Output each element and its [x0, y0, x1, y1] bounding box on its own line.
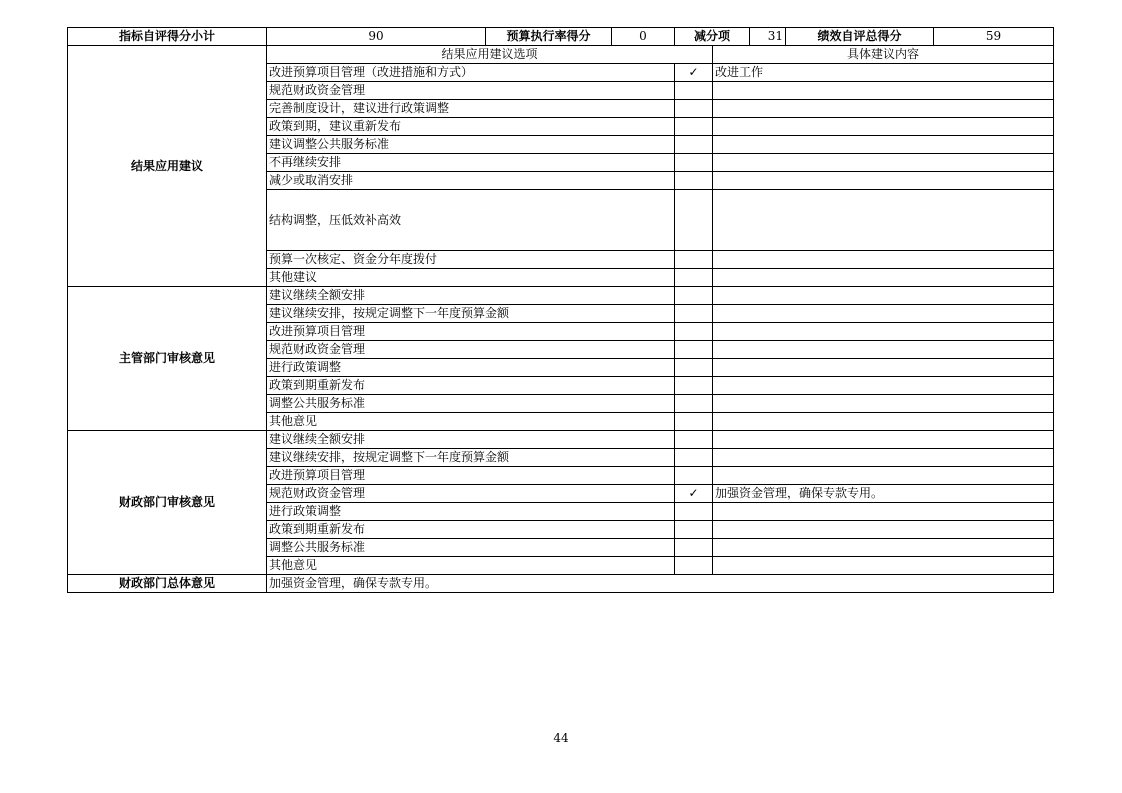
check-cell: [675, 521, 713, 539]
suggestion-content: [713, 100, 1054, 118]
score-summary-row: [68, 28, 1054, 46]
check-cell: [675, 154, 713, 172]
option-label: 改进预算项目管理（改进措施和方式）: [267, 64, 675, 82]
options-column-header: 结果应用建议选项: [267, 46, 713, 64]
checkmark-icon: ✓: [688, 65, 699, 79]
check-cell: [675, 467, 713, 485]
overall-opinion-label: 财政部门总体意见: [68, 575, 267, 593]
suggestion-content: [713, 154, 1054, 172]
performance-evaluation-table: [67, 27, 1054, 593]
option-label: 规范财政资金管理: [267, 82, 675, 100]
table-row: [68, 287, 1054, 305]
option-label: 其他意见: [267, 557, 675, 575]
budget-score-label: 预算执行率得分: [486, 28, 612, 46]
suggestion-content: 加强资金管理，确保专款专用。: [713, 485, 1054, 503]
total-score-value: 59: [934, 28, 1054, 46]
option-label: 调整公共服务标准: [267, 539, 675, 557]
overall-opinion-content: 加强资金管理，确保专款专用。: [267, 575, 1054, 593]
check-cell: [675, 136, 713, 154]
suggestion-content: [713, 467, 1054, 485]
suggestion-content: [713, 431, 1054, 449]
overall-opinion-row: [68, 575, 1054, 593]
option-label: 建议继续全额安排: [267, 287, 675, 305]
check-cell: [675, 377, 713, 395]
suggestion-content: [713, 172, 1054, 190]
checkmark-icon: ✓: [688, 486, 699, 500]
suggestion-content: [713, 449, 1054, 467]
check-cell: [675, 485, 713, 503]
check-cell: [675, 190, 713, 251]
suggestion-content: [713, 539, 1054, 557]
suggestion-content: [713, 521, 1054, 539]
check-cell: [675, 449, 713, 467]
suggestion-content: [713, 341, 1054, 359]
section-label: 主管部门审核意见: [68, 287, 267, 431]
total-score-label: 绩效自评总得分: [786, 28, 934, 46]
option-label: 进行政策调整: [267, 503, 675, 521]
suggestion-content: [713, 269, 1054, 287]
check-cell: [675, 287, 713, 305]
option-label: 改进预算项目管理: [267, 467, 675, 485]
check-cell: [675, 539, 713, 557]
suggestion-content: 改进工作: [713, 64, 1054, 82]
option-label: 减少或取消安排: [267, 172, 675, 190]
option-label: 结构调整，压低效补高效: [267, 190, 675, 251]
suggestion-content: [713, 413, 1054, 431]
suggestion-content: [713, 82, 1054, 100]
option-label: 改进预算项目管理: [267, 323, 675, 341]
option-label: 进行政策调整: [267, 359, 675, 377]
check-cell: [675, 251, 713, 269]
table-row: [68, 431, 1054, 449]
page-number: 44: [553, 731, 569, 745]
option-label: 规范财政资金管理: [267, 341, 675, 359]
option-label: 规范财政资金管理: [267, 485, 675, 503]
option-label: 建议继续安排，按规定调整下一年度预算金额: [267, 449, 675, 467]
suggestion-content: [713, 359, 1054, 377]
column-header-row: [68, 46, 1054, 64]
check-cell: [675, 431, 713, 449]
option-label: 调整公共服务标准: [267, 395, 675, 413]
deduction-label: 减分项: [675, 28, 750, 46]
option-label: 预算一次核定、资金分年度拨付: [267, 251, 675, 269]
suggestion-content: [713, 251, 1054, 269]
subtotal-value: 90: [267, 28, 486, 46]
suggestion-content: [713, 395, 1054, 413]
check-cell: [675, 100, 713, 118]
check-cell: [675, 359, 713, 377]
suggestion-content: [713, 377, 1054, 395]
option-label: 其他意见: [267, 413, 675, 431]
suggestion-content: [713, 136, 1054, 154]
suggestion-content: [713, 323, 1054, 341]
check-cell: [675, 503, 713, 521]
check-cell: [675, 413, 713, 431]
deduction-value: 31: [750, 28, 786, 46]
suggestion-content: [713, 287, 1054, 305]
suggestion-content: [713, 305, 1054, 323]
option-label: 完善制度设计，建议进行政策调整: [267, 100, 675, 118]
check-cell: [675, 269, 713, 287]
check-cell: [675, 82, 713, 100]
content-column-header: 具体建议内容: [713, 46, 1054, 64]
subtotal-label: 指标自评得分小计: [68, 28, 267, 46]
option-label: 其他建议: [267, 269, 675, 287]
option-label: 政策到期重新发布: [267, 521, 675, 539]
check-cell: [675, 395, 713, 413]
suggestion-content: [713, 503, 1054, 521]
budget-score-value: 0: [612, 28, 675, 46]
option-label: 建议继续安排，按规定调整下一年度预算金额: [267, 305, 675, 323]
section-label: 结果应用建议: [68, 46, 267, 287]
check-cell: [675, 305, 713, 323]
option-label: 政策到期，建议重新发布: [267, 118, 675, 136]
check-cell: [675, 64, 713, 82]
option-label: 政策到期重新发布: [267, 377, 675, 395]
suggestion-content: [713, 190, 1054, 251]
check-cell: [675, 323, 713, 341]
option-label: 建议继续全额安排: [267, 431, 675, 449]
section-label: 财政部门审核意见: [68, 431, 267, 575]
option-label: 不再继续安排: [267, 154, 675, 172]
check-cell: [675, 557, 713, 575]
option-label: 建议调整公共服务标准: [267, 136, 675, 154]
suggestion-content: [713, 118, 1054, 136]
check-cell: [675, 341, 713, 359]
suggestion-content: [713, 557, 1054, 575]
check-cell: [675, 118, 713, 136]
check-cell: [675, 172, 713, 190]
